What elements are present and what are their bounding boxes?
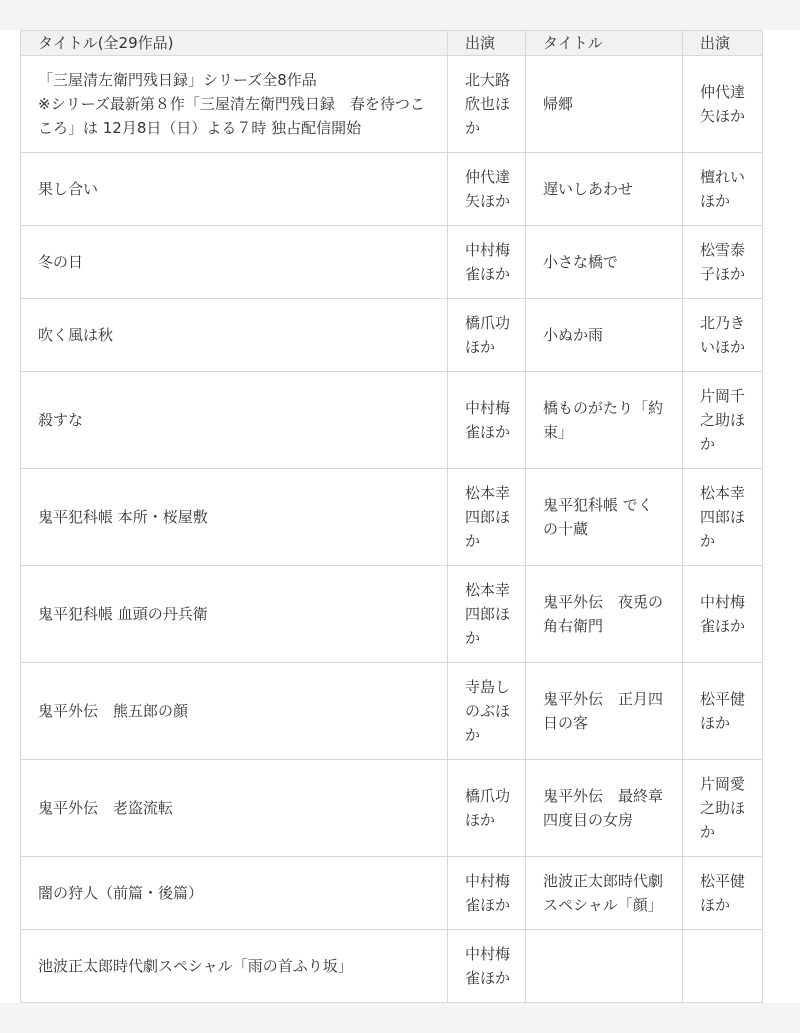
table-row: [21, 857, 763, 930]
cast-cell: 仲代達矢ほか: [683, 56, 763, 153]
table-row: [21, 153, 763, 226]
cast-cell: 松平健ほか: [683, 857, 763, 930]
table-row: [21, 566, 763, 663]
table-row: [21, 299, 763, 372]
cast-cell: 中村梅雀ほか: [448, 857, 526, 930]
works-table: [20, 30, 763, 1003]
table-row: [21, 469, 763, 566]
cast-cell: 松平健ほか: [683, 663, 763, 760]
title-cell: 殺すな: [21, 372, 448, 469]
title-cell: 鬼平外伝 正月四日の客: [526, 663, 683, 760]
table-row: [21, 930, 763, 1003]
cast-cell: 中村梅雀ほか: [683, 566, 763, 663]
table-row: [21, 663, 763, 760]
title-cell: 鬼平外伝 熊五郎の顔: [21, 663, 448, 760]
header-title-2: タイトル: [526, 31, 683, 56]
title-cell: 池波正太郎時代劇スペシャル「雨の首ふり坂」: [21, 930, 448, 1003]
header-cast-2: 出演: [683, 31, 763, 56]
title-cell: 鬼平外伝 夜兎の角右衛門: [526, 566, 683, 663]
title-cell: 吹く風は秋: [21, 299, 448, 372]
cast-cell: [683, 930, 763, 1003]
cast-cell: 片岡愛之助ほか: [683, 760, 763, 857]
cast-cell: 中村梅雀ほか: [448, 226, 526, 299]
cast-cell: 松本幸四郎ほか: [683, 469, 763, 566]
title-cell: [526, 930, 683, 1003]
table-header-row: [21, 31, 763, 56]
cast-cell: 中村梅雀ほか: [448, 930, 526, 1003]
table-row: [21, 372, 763, 469]
table-row: [21, 56, 763, 153]
cast-cell: 松本幸四郎ほか: [448, 566, 526, 663]
title-cell: 鬼平犯科帳 本所・桜屋敷: [21, 469, 448, 566]
title-cell: 橋ものがたり「約束」: [526, 372, 683, 469]
title-cell: 鬼平外伝 老盗流転: [21, 760, 448, 857]
cast-cell: 北大路欣也ほか: [448, 56, 526, 153]
title-cell: [21, 56, 448, 153]
cast-cell: 松本幸四郎ほか: [448, 469, 526, 566]
title-cell: 帰郷: [526, 56, 683, 153]
table-row: [21, 760, 763, 857]
title-series-link: 「三屋清左衛門残日録」シリーズ全8作品 ※シリーズ最新第８作「三屋清左衛門残日録 春を待つこころ」は 12月8日（日）よる７時 独占配信開始: [38, 71, 425, 137]
cast-cell: 橋爪功ほか: [448, 299, 526, 372]
title-cell: 鬼平外伝 最終章 四度目の女房: [526, 760, 683, 857]
title-cell: 遅いしあわせ: [526, 153, 683, 226]
title-cell: 鬼平犯科帳 血頭の丹兵衛: [21, 566, 448, 663]
title-cell: 果し合い: [21, 153, 448, 226]
header-title-1: タイトル(全29作品): [21, 31, 448, 56]
cast-cell: 片岡千之助ほか: [683, 372, 763, 469]
table-row: [21, 226, 763, 299]
cast-cell: 寺島しのぶほか: [448, 663, 526, 760]
title-cell: 冬の日: [21, 226, 448, 299]
title-cell: 小さな橋で: [526, 226, 683, 299]
cast-cell: 橋爪功ほか: [448, 760, 526, 857]
header-cast-1: 出演: [448, 31, 526, 56]
cast-cell: 仲代達矢ほか: [448, 153, 526, 226]
title-cell: 闇の狩人（前篇・後篇）: [21, 857, 448, 930]
cast-cell: 中村梅雀ほか: [448, 372, 526, 469]
title-cell: 鬼平犯科帳 でくの十蔵: [526, 469, 683, 566]
cast-cell: 松雪泰子ほか: [683, 226, 763, 299]
cast-cell: 檀れいほか: [683, 153, 763, 226]
cast-cell: 北乃きいほか: [683, 299, 763, 372]
title-cell: 小ぬか雨: [526, 299, 683, 372]
title-cell: 池波正太郎時代劇スペシャル「顔」: [526, 857, 683, 930]
content-area: [0, 30, 800, 1003]
